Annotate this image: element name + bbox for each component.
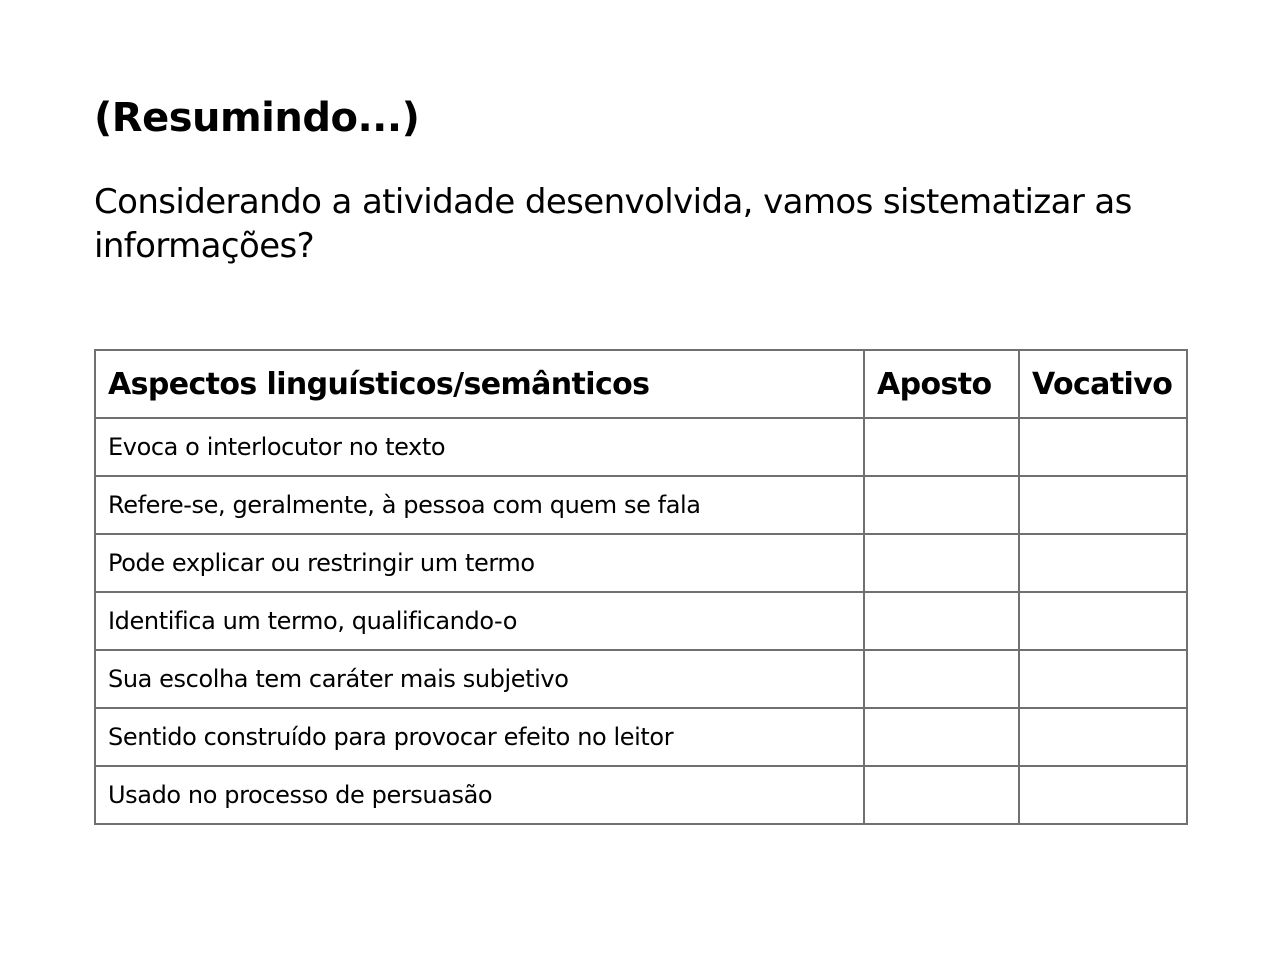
- header-aposto: Aposto: [864, 350, 1019, 418]
- table-row: [95, 650, 1187, 708]
- aposto-cell[interactable]: [864, 418, 1019, 476]
- table-row: [95, 418, 1187, 476]
- table-row: [95, 766, 1187, 824]
- table-row: [95, 708, 1187, 766]
- vocativo-cell[interactable]: [1019, 534, 1187, 592]
- aspect-cell: Refere-se, geralmente, à pessoa com quem se fala: [95, 476, 864, 534]
- header-aspects: Aspectos linguísticos/semânticos: [95, 350, 864, 418]
- vocativo-cell[interactable]: [1019, 476, 1187, 534]
- aspect-cell: Pode explicar ou restringir um termo: [95, 534, 864, 592]
- vocativo-cell[interactable]: [1019, 766, 1187, 824]
- page-title: (Resumindo...): [94, 95, 420, 141]
- aposto-cell[interactable]: [864, 708, 1019, 766]
- vocativo-cell[interactable]: [1019, 592, 1187, 650]
- aspect-cell: Identifica um termo, qualificando-o: [95, 592, 864, 650]
- aspect-cell: Evoca o interlocutor no texto: [95, 418, 864, 476]
- page-subtitle: Considerando a atividade desenvolvida, vamos sistematizar as informações?: [94, 182, 1132, 266]
- vocativo-cell[interactable]: [1019, 708, 1187, 766]
- aposto-cell[interactable]: [864, 534, 1019, 592]
- vocativo-cell[interactable]: [1019, 650, 1187, 708]
- header-vocativo: Vocativo: [1019, 350, 1187, 418]
- table-row: [95, 534, 1187, 592]
- aspect-cell: Sua escolha tem caráter mais subjetivo: [95, 650, 864, 708]
- vocativo-cell[interactable]: [1019, 418, 1187, 476]
- aspect-cell: Sentido construído para provocar efeito no leitor: [95, 708, 864, 766]
- summary-table: [94, 349, 1188, 825]
- table-row: [95, 592, 1187, 650]
- aspect-cell: Usado no processo de persuasão: [95, 766, 864, 824]
- aposto-cell[interactable]: [864, 476, 1019, 534]
- aposto-cell[interactable]: [864, 592, 1019, 650]
- aposto-cell[interactable]: [864, 766, 1019, 824]
- table-row: [95, 476, 1187, 534]
- table-header-row: [95, 350, 1187, 418]
- aposto-cell[interactable]: [864, 650, 1019, 708]
